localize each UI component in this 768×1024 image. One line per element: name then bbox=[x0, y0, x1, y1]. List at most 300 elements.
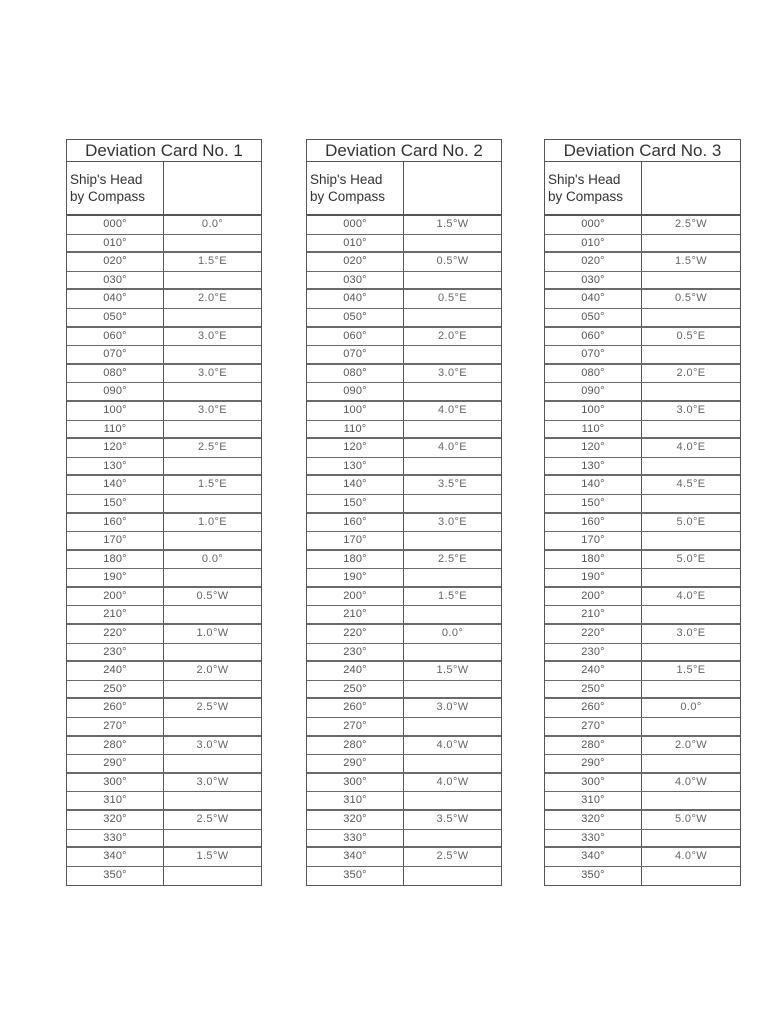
table-row bbox=[545, 458, 740, 477]
table-row bbox=[67, 309, 261, 328]
deviation-cell bbox=[642, 458, 740, 475]
table-row bbox=[307, 402, 501, 421]
compass-heading-cell: 130° bbox=[67, 458, 164, 475]
deviation-cell: 3.0°E bbox=[197, 329, 228, 342]
deviation-cell: 1.5°E bbox=[197, 478, 228, 491]
compass-heading-cell: 010° bbox=[67, 235, 164, 252]
table-row bbox=[67, 774, 261, 793]
ships-head-header bbox=[67, 162, 164, 214]
table-row bbox=[307, 606, 501, 625]
deviation-cell bbox=[164, 532, 261, 549]
deviation-cell: 2.5°W bbox=[196, 813, 229, 825]
compass-heading-cell: 160° bbox=[545, 514, 642, 532]
deviation-cell: 3.0°E bbox=[197, 366, 228, 379]
deviation-cell bbox=[164, 309, 261, 326]
header-line-2: by Compass bbox=[310, 189, 386, 204]
table-row bbox=[67, 737, 261, 756]
deviation-cell: 3.0°E bbox=[437, 366, 468, 379]
deviation-cell: 0.5°W bbox=[674, 292, 708, 305]
table-row bbox=[307, 365, 501, 384]
table-row bbox=[67, 346, 261, 365]
compass-heading-cell: 040° bbox=[307, 290, 404, 308]
deviation-cell bbox=[164, 718, 261, 735]
compass-heading-cell: 300° bbox=[545, 774, 642, 792]
compass-heading-cell: 310° bbox=[545, 792, 642, 809]
table-row bbox=[307, 216, 501, 235]
table-row bbox=[67, 755, 261, 774]
table-row bbox=[67, 718, 261, 737]
compass-heading-cell: 030° bbox=[307, 272, 404, 289]
table-row bbox=[67, 476, 261, 495]
deviation-cell bbox=[642, 235, 740, 252]
ships-head-header bbox=[307, 162, 404, 214]
compass-heading-cell: 290° bbox=[545, 755, 642, 772]
table-row bbox=[545, 811, 740, 830]
compass-heading-cell: 280° bbox=[545, 737, 642, 755]
compass-heading-cell: 000° bbox=[545, 216, 642, 234]
compass-heading-cell: 220° bbox=[545, 625, 642, 643]
deviation-cell bbox=[404, 346, 501, 363]
card-title: Deviation Card No. 3 bbox=[545, 140, 740, 162]
table-row bbox=[307, 439, 501, 458]
table-row bbox=[545, 867, 740, 886]
deviation-cell bbox=[404, 458, 501, 475]
table-row bbox=[307, 830, 501, 849]
deviation-cell bbox=[404, 235, 501, 252]
table-row bbox=[545, 272, 740, 291]
deviation-cell: 5.0°E bbox=[676, 515, 706, 528]
table-row bbox=[545, 681, 740, 700]
deviation-card-1 bbox=[66, 139, 262, 886]
compass-heading-cell: 010° bbox=[307, 235, 404, 252]
deviation-cell bbox=[164, 235, 261, 252]
table-row bbox=[307, 551, 501, 570]
deviation-cell: 0.5°E bbox=[437, 292, 468, 305]
deviation-cell bbox=[642, 867, 740, 886]
deviation-cell bbox=[642, 346, 740, 363]
deviation-cell: 1.5°W bbox=[436, 664, 469, 677]
compass-heading-cell: 260° bbox=[307, 699, 404, 717]
compass-heading-cell: 170° bbox=[307, 532, 404, 549]
compass-heading-cell: 090° bbox=[545, 383, 642, 400]
deviation-cell bbox=[404, 495, 501, 512]
table-row bbox=[307, 737, 501, 756]
deviation-cell: 1.5°W bbox=[674, 255, 708, 268]
deviation-cell: 2.5°E bbox=[197, 441, 228, 454]
compass-heading-cell: 320° bbox=[67, 811, 164, 829]
compass-heading-cell: 250° bbox=[545, 681, 642, 698]
compass-heading-cell: 160° bbox=[307, 514, 404, 532]
table-row bbox=[545, 848, 740, 867]
deviation-cell bbox=[642, 792, 740, 809]
table-row bbox=[545, 625, 740, 644]
table-row bbox=[67, 216, 261, 235]
deviation-cell: 0.0° bbox=[201, 552, 224, 565]
table-row bbox=[67, 792, 261, 811]
compass-heading-cell: 120° bbox=[67, 439, 164, 457]
deviation-cell bbox=[164, 830, 261, 847]
deviation-cell bbox=[404, 532, 501, 549]
compass-heading-cell: 140° bbox=[545, 476, 642, 494]
card-title: Deviation Card No. 1 bbox=[67, 140, 261, 162]
table-row bbox=[545, 328, 740, 347]
table-row bbox=[67, 290, 261, 309]
table-row bbox=[545, 476, 740, 495]
compass-heading-cell: 250° bbox=[67, 681, 164, 698]
compass-heading-cell: 290° bbox=[67, 755, 164, 772]
compass-heading-cell: 270° bbox=[545, 718, 642, 735]
deviation-cell bbox=[404, 681, 501, 698]
deviation-cell: 0.5°W bbox=[196, 589, 229, 602]
table-row bbox=[67, 383, 261, 402]
deviation-cell: 0.0° bbox=[680, 701, 702, 714]
table-row bbox=[67, 402, 261, 421]
deviation-cell: 4.0°W bbox=[674, 775, 708, 788]
deviation-cell: 2.0°E bbox=[437, 329, 468, 342]
table-row bbox=[307, 514, 501, 533]
compass-heading-cell: 120° bbox=[307, 439, 404, 457]
deviation-cell bbox=[642, 421, 740, 438]
compass-heading-cell: 110° bbox=[67, 421, 164, 438]
deviation-cell bbox=[404, 421, 501, 438]
deviation-cell: 4.0°E bbox=[437, 441, 468, 454]
compass-heading-cell: 240° bbox=[545, 662, 642, 680]
card-rows bbox=[307, 216, 501, 885]
compass-heading-cell: 030° bbox=[67, 272, 164, 289]
compass-heading-cell: 100° bbox=[67, 402, 164, 420]
table-row bbox=[545, 718, 740, 737]
compass-heading-cell: 050° bbox=[545, 309, 642, 326]
table-row bbox=[545, 606, 740, 625]
table-row bbox=[67, 328, 261, 347]
header-line-2: by Compass bbox=[548, 189, 624, 204]
compass-heading-cell: 320° bbox=[307, 811, 404, 829]
deviation-cell bbox=[164, 272, 261, 289]
table-row bbox=[67, 495, 261, 514]
table-row bbox=[545, 588, 740, 607]
compass-heading-cell: 190° bbox=[545, 569, 642, 586]
table-row bbox=[67, 235, 261, 254]
deviation-cell: 4.0°W bbox=[674, 850, 708, 863]
deviation-cell: 5.0°E bbox=[676, 552, 706, 565]
table-row bbox=[545, 662, 740, 681]
compass-heading-cell: 230° bbox=[545, 644, 642, 661]
table-row bbox=[545, 365, 740, 384]
deviation-cell: 1.5°E bbox=[197, 255, 228, 268]
deviation-cell bbox=[642, 532, 740, 549]
deviation-card-3 bbox=[544, 139, 741, 886]
table-row bbox=[545, 495, 740, 514]
deviation-cell: 3.0°E bbox=[197, 403, 228, 416]
deviation-cell bbox=[164, 346, 261, 363]
compass-heading-cell: 080° bbox=[67, 365, 164, 383]
table-row bbox=[67, 830, 261, 849]
deviation-cell: 1.5°E bbox=[676, 664, 706, 677]
compass-heading-cell: 240° bbox=[67, 662, 164, 680]
deviation-cell bbox=[164, 792, 261, 809]
table-row bbox=[307, 867, 501, 886]
deviation-cell: 2.0°W bbox=[674, 738, 708, 751]
table-row bbox=[67, 272, 261, 291]
compass-heading-cell: 300° bbox=[67, 774, 164, 792]
table-row bbox=[307, 792, 501, 811]
table-row bbox=[67, 644, 261, 663]
table-row bbox=[545, 439, 740, 458]
table-row bbox=[307, 718, 501, 737]
table-row bbox=[545, 383, 740, 402]
table-row bbox=[307, 662, 501, 681]
compass-heading-cell: 150° bbox=[545, 495, 642, 512]
compass-heading-cell: 250° bbox=[307, 681, 404, 698]
table-row bbox=[67, 439, 261, 458]
deviation-cell bbox=[404, 569, 501, 586]
deviation-cell bbox=[164, 495, 261, 512]
deviation-cell bbox=[642, 644, 740, 661]
compass-heading-cell: 060° bbox=[67, 328, 164, 346]
compass-heading-cell: 240° bbox=[307, 662, 404, 680]
deviation-cell bbox=[164, 755, 261, 772]
deviation-cell: 3.0°W bbox=[196, 775, 229, 788]
table-row bbox=[545, 551, 740, 570]
card-title: Deviation Card No. 2 bbox=[307, 140, 501, 162]
deviation-cell bbox=[642, 718, 740, 735]
compass-heading-cell: 230° bbox=[67, 644, 164, 661]
compass-heading-cell: 180° bbox=[307, 551, 404, 569]
deviation-cell: 3.0°W bbox=[436, 701, 469, 714]
deviation-header bbox=[404, 162, 501, 214]
deviation-header bbox=[642, 162, 740, 214]
card-rows bbox=[67, 216, 261, 885]
table-row bbox=[545, 774, 740, 793]
compass-heading-cell: 020° bbox=[545, 253, 642, 271]
table-row bbox=[67, 588, 261, 607]
table-row bbox=[307, 253, 501, 272]
compass-heading-cell: 030° bbox=[545, 272, 642, 289]
deviation-card-2 bbox=[306, 139, 502, 886]
deviation-cell bbox=[164, 644, 261, 661]
deviation-cell: 3.5°W bbox=[436, 813, 469, 825]
compass-heading-cell: 310° bbox=[307, 792, 404, 809]
ships-head-header bbox=[545, 162, 642, 214]
compass-heading-cell: 170° bbox=[67, 532, 164, 549]
deviation-cell: 5.0°W bbox=[674, 813, 708, 825]
compass-heading-cell: 090° bbox=[67, 383, 164, 400]
deviation-cell: 1.5°W bbox=[196, 850, 229, 863]
deviation-cell: 1.5°E bbox=[437, 589, 468, 602]
deviation-cell: 4.0°W bbox=[436, 738, 469, 751]
deviation-cell: 0.5°E bbox=[676, 329, 706, 342]
deviation-cell bbox=[164, 569, 261, 586]
deviation-cell: 2.5°W bbox=[436, 850, 469, 863]
deviation-cell bbox=[164, 867, 261, 886]
table-row bbox=[307, 421, 501, 440]
table-row bbox=[545, 290, 740, 309]
table-row bbox=[307, 235, 501, 254]
table-row bbox=[67, 421, 261, 440]
deviation-cell bbox=[642, 606, 740, 623]
table-row bbox=[545, 216, 740, 235]
compass-heading-cell: 010° bbox=[545, 235, 642, 252]
deviation-cell: 3.5°E bbox=[437, 478, 468, 491]
compass-heading-cell: 060° bbox=[545, 328, 642, 346]
table-row bbox=[67, 867, 261, 886]
deviation-cell bbox=[404, 792, 501, 809]
deviation-cell: 3.0°E bbox=[676, 403, 706, 416]
compass-heading-cell: 270° bbox=[307, 718, 404, 735]
compass-heading-cell: 180° bbox=[67, 551, 164, 569]
table-row bbox=[545, 569, 740, 588]
table-row bbox=[545, 644, 740, 663]
deviation-cell bbox=[404, 383, 501, 400]
table-row bbox=[545, 830, 740, 849]
table-row bbox=[67, 514, 261, 533]
compass-heading-cell: 020° bbox=[67, 253, 164, 271]
deviation-cell: 2.5°W bbox=[674, 218, 708, 230]
table-row bbox=[307, 272, 501, 291]
table-row bbox=[307, 811, 501, 830]
compass-heading-cell: 210° bbox=[307, 606, 404, 623]
compass-heading-cell: 320° bbox=[545, 811, 642, 829]
card-header-row bbox=[67, 162, 261, 216]
deviation-cell bbox=[164, 383, 261, 400]
compass-heading-cell: 270° bbox=[67, 718, 164, 735]
compass-heading-cell: 080° bbox=[307, 365, 404, 383]
compass-heading-cell: 340° bbox=[545, 848, 642, 866]
card-rows bbox=[545, 216, 740, 885]
deviation-cell bbox=[164, 681, 261, 698]
table-row bbox=[307, 588, 501, 607]
table-row bbox=[307, 681, 501, 700]
table-row bbox=[545, 346, 740, 365]
compass-heading-cell: 150° bbox=[307, 495, 404, 512]
table-row bbox=[545, 755, 740, 774]
table-row bbox=[307, 328, 501, 347]
compass-heading-cell: 100° bbox=[307, 402, 404, 420]
table-row bbox=[545, 514, 740, 533]
card-header-row bbox=[307, 162, 501, 216]
deviation-cell: 3.0°E bbox=[676, 627, 706, 640]
compass-heading-cell: 000° bbox=[67, 216, 164, 234]
table-row bbox=[307, 644, 501, 663]
deviation-cell bbox=[642, 569, 740, 586]
table-row bbox=[307, 495, 501, 514]
compass-heading-cell: 040° bbox=[67, 290, 164, 308]
compass-heading-cell: 140° bbox=[67, 476, 164, 494]
compass-heading-cell: 280° bbox=[307, 737, 404, 755]
compass-heading-cell: 230° bbox=[307, 644, 404, 661]
deviation-cell bbox=[404, 606, 501, 623]
table-row bbox=[307, 625, 501, 644]
header-line-2: by Compass bbox=[70, 189, 146, 204]
table-row bbox=[307, 309, 501, 328]
header-line-1: Ship's Head bbox=[70, 172, 143, 187]
deviation-cell bbox=[164, 458, 261, 475]
table-row bbox=[307, 458, 501, 477]
table-row bbox=[545, 235, 740, 254]
table-row bbox=[307, 290, 501, 309]
compass-heading-cell: 290° bbox=[307, 755, 404, 772]
compass-heading-cell: 050° bbox=[307, 309, 404, 326]
compass-heading-cell: 350° bbox=[67, 867, 164, 886]
deviation-cell bbox=[404, 718, 501, 735]
compass-heading-cell: 020° bbox=[307, 253, 404, 271]
compass-heading-cell: 070° bbox=[307, 346, 404, 363]
table-row bbox=[307, 383, 501, 402]
deviation-cell bbox=[404, 755, 501, 772]
compass-heading-cell: 070° bbox=[67, 346, 164, 363]
compass-heading-cell: 350° bbox=[307, 867, 404, 886]
deviation-cell bbox=[642, 272, 740, 289]
compass-heading-cell: 190° bbox=[67, 569, 164, 586]
table-row bbox=[67, 532, 261, 551]
table-row bbox=[307, 569, 501, 588]
header-line-1: Ship's Head bbox=[310, 172, 383, 187]
compass-heading-cell: 190° bbox=[307, 569, 404, 586]
deviation-cell: 1.0°E bbox=[197, 515, 228, 528]
compass-heading-cell: 070° bbox=[545, 346, 642, 363]
card-header-row bbox=[545, 162, 740, 216]
table-row bbox=[545, 792, 740, 811]
deviation-cell bbox=[642, 755, 740, 772]
compass-heading-cell: 180° bbox=[545, 551, 642, 569]
deviation-cell bbox=[164, 421, 261, 438]
deviation-cell: 3.0°W bbox=[196, 738, 229, 751]
table-row bbox=[307, 699, 501, 718]
compass-heading-cell: 160° bbox=[67, 514, 164, 532]
deviation-cell bbox=[404, 309, 501, 326]
deviation-cell bbox=[404, 830, 501, 847]
deviation-cell: 2.0°W bbox=[196, 664, 229, 677]
deviation-cell: 4.0°E bbox=[676, 441, 706, 454]
table-row bbox=[67, 253, 261, 272]
deviation-cell bbox=[642, 681, 740, 698]
compass-heading-cell: 110° bbox=[307, 421, 404, 438]
deviation-cell bbox=[404, 867, 501, 886]
deviation-cell: 4.5°E bbox=[676, 478, 706, 491]
table-row bbox=[545, 402, 740, 421]
compass-heading-cell: 090° bbox=[307, 383, 404, 400]
compass-heading-cell: 210° bbox=[67, 606, 164, 623]
compass-heading-cell: 350° bbox=[545, 867, 642, 886]
compass-heading-cell: 130° bbox=[307, 458, 404, 475]
compass-heading-cell: 130° bbox=[545, 458, 642, 475]
table-row bbox=[67, 551, 261, 570]
compass-heading-cell: 300° bbox=[307, 774, 404, 792]
compass-heading-cell: 280° bbox=[67, 737, 164, 755]
compass-heading-cell: 220° bbox=[67, 625, 164, 643]
deviation-cell: 2.0°E bbox=[197, 292, 228, 305]
table-row bbox=[307, 476, 501, 495]
table-row bbox=[545, 737, 740, 756]
compass-heading-cell: 200° bbox=[545, 588, 642, 606]
deviation-cell: 2.5°E bbox=[437, 552, 468, 565]
compass-heading-cell: 050° bbox=[67, 309, 164, 326]
deviation-cell bbox=[404, 644, 501, 661]
compass-heading-cell: 330° bbox=[307, 830, 404, 847]
compass-heading-cell: 200° bbox=[67, 588, 164, 606]
compass-heading-cell: 170° bbox=[545, 532, 642, 549]
deviation-cell: 3.0°E bbox=[437, 515, 468, 528]
table-row bbox=[545, 421, 740, 440]
compass-heading-cell: 340° bbox=[67, 848, 164, 866]
deviation-cell: 0.0° bbox=[201, 218, 224, 230]
table-row bbox=[67, 681, 261, 700]
compass-heading-cell: 140° bbox=[307, 476, 404, 494]
compass-heading-cell: 150° bbox=[67, 495, 164, 512]
table-row bbox=[545, 532, 740, 551]
table-row bbox=[307, 755, 501, 774]
deviation-cell: 2.0°E bbox=[676, 366, 706, 379]
